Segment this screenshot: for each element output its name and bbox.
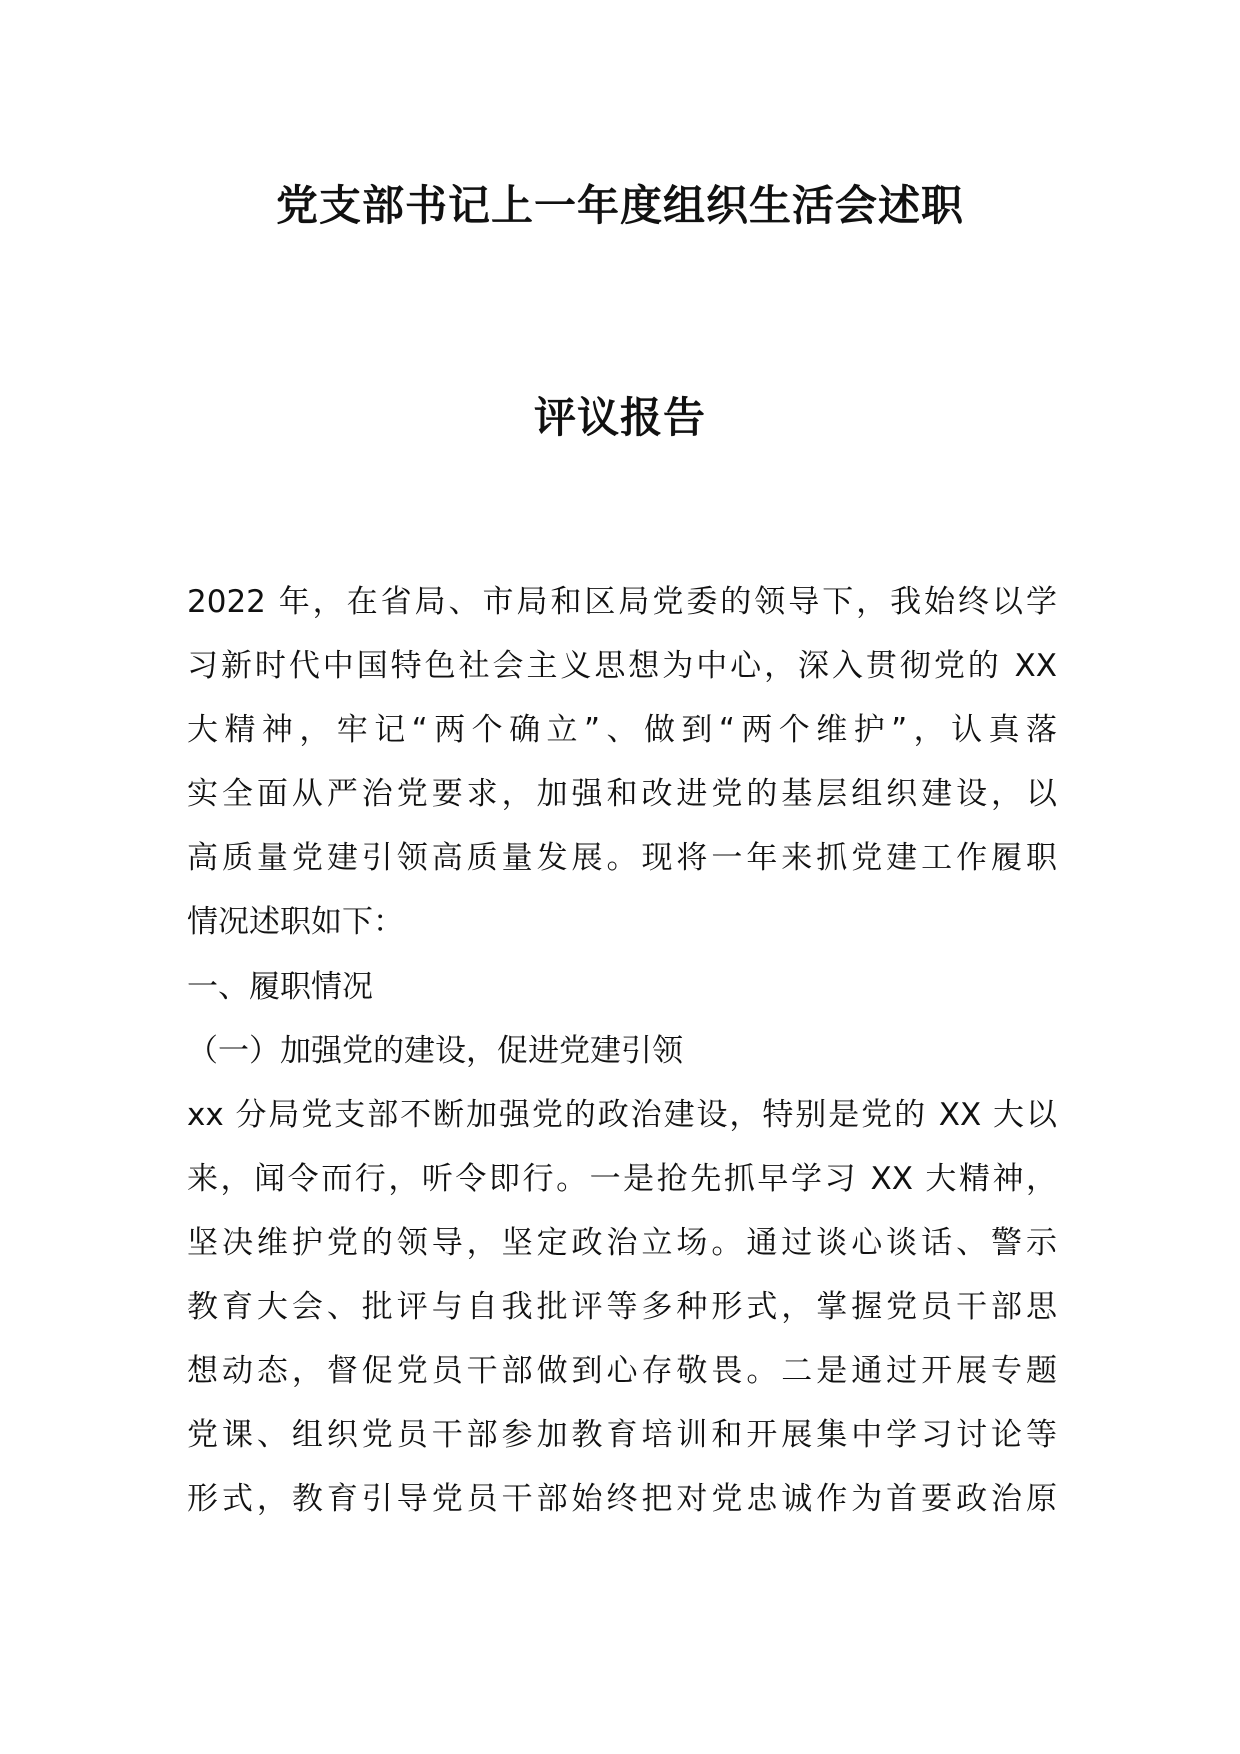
body-line: 形式，教育引导党员干部始终把对党忠诚作为首要政治原 xyxy=(187,1481,1057,1517)
body-line: 高质量党建引领高质量发展。现将一年来抓党建工作履职 xyxy=(187,840,1057,876)
body-line: 实全面从严治党要求，加强和改进党的基层组织建设，以 xyxy=(187,776,1057,812)
body-line: 大精神，牢记“两个确立”、做到“两个维护”，认真落 xyxy=(187,712,1057,748)
body-line: 情况述职如下： xyxy=(187,904,404,940)
body-line: 2022 年，在省局、市局和区局党委的领导下，我始终以学 xyxy=(187,584,1057,620)
body-line: 想动态，督促党员干部做到心存敬畏。二是通过开展专题 xyxy=(187,1353,1057,1389)
body-line: 习新时代中国特色社会主义思想为中心，深入贯彻党的 XX xyxy=(187,648,1057,684)
body-line: xx 分局党支部不断加强党的政治建设，特别是党的 XX 大以 xyxy=(187,1097,1057,1133)
body-line: 来，闻令而行，听令即行。一是抢先抓早学习 XX 大精神， xyxy=(187,1161,1057,1197)
subsection-heading: （一）加强党的建设，促进党建引领 xyxy=(187,1033,683,1069)
body-line: 坚决维护党的领导，坚定政治立场。通过谈心谈话、警示 xyxy=(187,1225,1057,1261)
body-line: 党课、组织党员干部参加教育培训和开展集中学习讨论等 xyxy=(187,1417,1057,1453)
section-heading: 一、履职情况 xyxy=(187,969,373,1005)
document-title-line-1: 党支部书记上一年度组织生活会述职 xyxy=(275,181,964,230)
body-line: 教育大会、批评与自我批评等多种形式，掌握党员干部思 xyxy=(187,1289,1057,1325)
document-title-line-2: 评议报告 xyxy=(533,393,706,442)
